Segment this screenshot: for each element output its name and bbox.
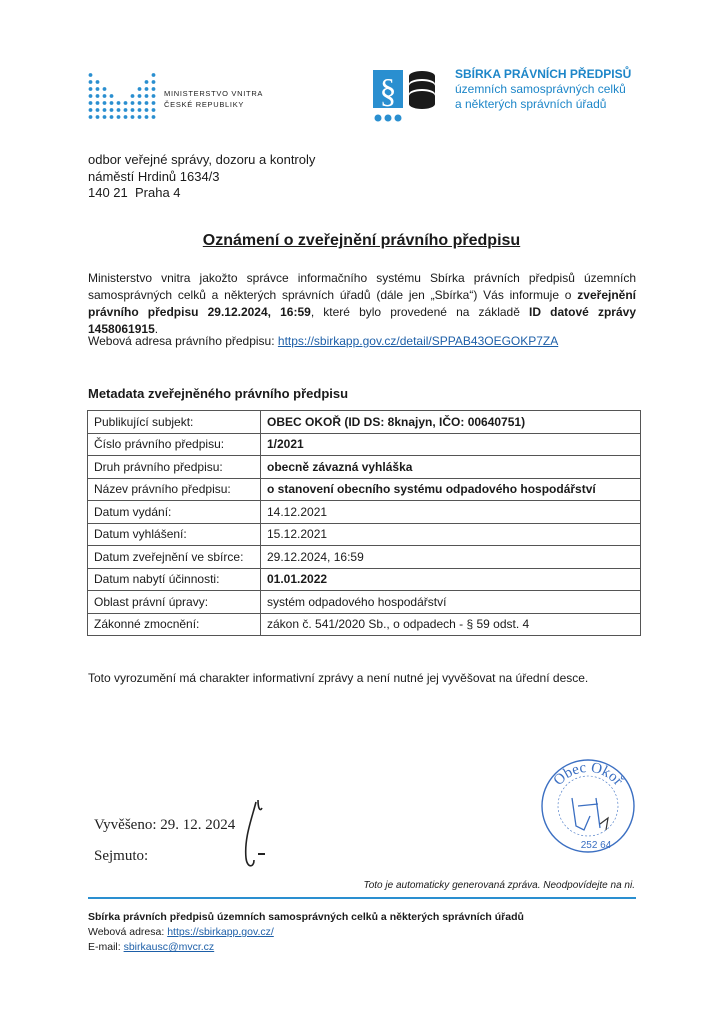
address-line: náměstí Hrdinů 1634/3 [88, 168, 220, 184]
metadata-value: 15.12.2021 [261, 523, 641, 546]
address-line: 140 21 Praha 4 [88, 185, 181, 200]
table-row [88, 501, 641, 524]
metadata-value: 14.12.2021 [261, 501, 641, 524]
intro-bold-message-id: ID datové zprávy 1458061915 [88, 305, 636, 336]
intro-text: , které bylo provedené na základě [310, 305, 530, 319]
metadata-key: Zákonné zmocnění: [88, 613, 261, 636]
metadata-key: Publikující subjekt: [88, 411, 261, 434]
ministry-name-line1: MINISTERSTVO VNITRA [164, 89, 264, 98]
metadata-key: Oblast právní úpravy: [88, 591, 261, 614]
signature [234, 798, 274, 870]
svg-text:252 64: 252 64 [580, 840, 612, 851]
table-row [88, 613, 641, 636]
metadata-value: systém odpadového hospodářství [261, 591, 641, 614]
footer-email-line [88, 940, 524, 955]
table-row [88, 411, 641, 434]
table-row [88, 568, 641, 591]
svg-text:§: § [379, 73, 397, 110]
footer-web-link[interactable]: https://sbirkapp.gov.cz/ [167, 926, 274, 938]
sender-address [88, 152, 315, 202]
registry-name [455, 67, 631, 112]
metadata-value: zákon č. 541/2020 Sb., o odpadech - § 59 odst. 4 [261, 613, 641, 636]
footer-web-line [88, 925, 524, 940]
removed-date: Sejmuto: [94, 848, 149, 864]
ministry-name-line2: ČESKÉ REPUBLIKY [164, 100, 245, 109]
table-row [88, 433, 641, 456]
intro-text: Ministerstvo vnitra jakožto správce informačního systému Sbírka právních předpisů územních samosprávných celků a některých správních úřadů (dále jen „Sbírka“) Vás informuje o [88, 271, 636, 302]
metadata-value: 01.01.2022 [261, 568, 641, 591]
intro-paragraph [88, 270, 636, 338]
registry-name-line3: a některých správních úřadů [455, 97, 607, 111]
web-address-link[interactable]: https://sbirkapp.gov.cz/detail/SPPAB43OEGOKP7ZA [277, 334, 559, 348]
ministry-name [164, 88, 263, 110]
footer-web-label: Webová adresa: [88, 926, 168, 938]
metadata-value: 1/2021 [261, 433, 641, 456]
intro-bold-publication: zveřejnění právního předpisu 29.12.2024, 16:59 [88, 288, 636, 319]
footer [88, 910, 524, 955]
footer-email-link[interactable]: sbirkausc@mvcr.cz [123, 941, 215, 953]
metadata-value: OBEC OKOŘ (ID DS: 8knajyn, IČO: 00640751) [261, 411, 641, 434]
metadata-key: Název právního předpisu: [88, 478, 261, 501]
address-line: odbor veřejné správy, dozoru a kontroly [88, 152, 316, 167]
intro-text: . [154, 322, 159, 336]
auto-generated-note: Toto je automaticky generovaná zpráva. Neodpovídejte na ni. [363, 880, 635, 891]
registry-logo [372, 68, 442, 124]
table-row [88, 523, 641, 546]
metadata-table [87, 410, 641, 636]
table-row [88, 456, 641, 479]
posted-date: Vyvěšeno: 29. 12. 2024 [94, 817, 236, 833]
metadata-key: Číslo právního předpisu: [88, 433, 261, 456]
metadata-value: 29.12.2024, 16:59 [261, 546, 641, 569]
metadata-key: Druh právního předpisu: [88, 456, 261, 479]
metadata-heading: Metadata zveřejněného právního předpisu [88, 386, 349, 401]
table-row [88, 546, 641, 569]
web-address-line [88, 334, 558, 348]
document-title: Oznámení o zveřejnění právního předpisu [202, 232, 521, 249]
table-row [88, 591, 641, 614]
municipal-stamp [538, 756, 638, 856]
metadata-key: Datum vyhlášení: [88, 523, 261, 546]
metadata-key: Datum zveřejnění ve sbírce: [88, 546, 261, 569]
registry-name-line2: územních samosprávných celků [455, 82, 626, 96]
metadata-key: Datum vydání: [88, 501, 261, 524]
svg-text:Obec Okoř: Obec Okoř [550, 759, 626, 789]
footer-title: Sbírka právních předpisů územních samosprávných celků a některých správních úřadů [88, 911, 524, 923]
metadata-value: o stanovení obecního systému odpadového hospodářství [261, 478, 641, 501]
footer-email-label: E-mail: [88, 941, 124, 953]
table-row [88, 478, 641, 501]
footer-divider [88, 897, 636, 899]
metadata-value: obecně závazná vyhláška [261, 456, 641, 479]
metadata-key: Datum nabytí účinnosti: [88, 568, 261, 591]
web-address-label: Webová adresa právního předpisu: [88, 334, 278, 348]
registry-name-line1: SBÍRKA PRÁVNÍCH PŘEDPISŮ [455, 67, 632, 81]
informative-note: Toto vyrozumění má charakter informativní zprávy a není nutné jej vyvěšovat na úřední desce. [88, 671, 589, 685]
